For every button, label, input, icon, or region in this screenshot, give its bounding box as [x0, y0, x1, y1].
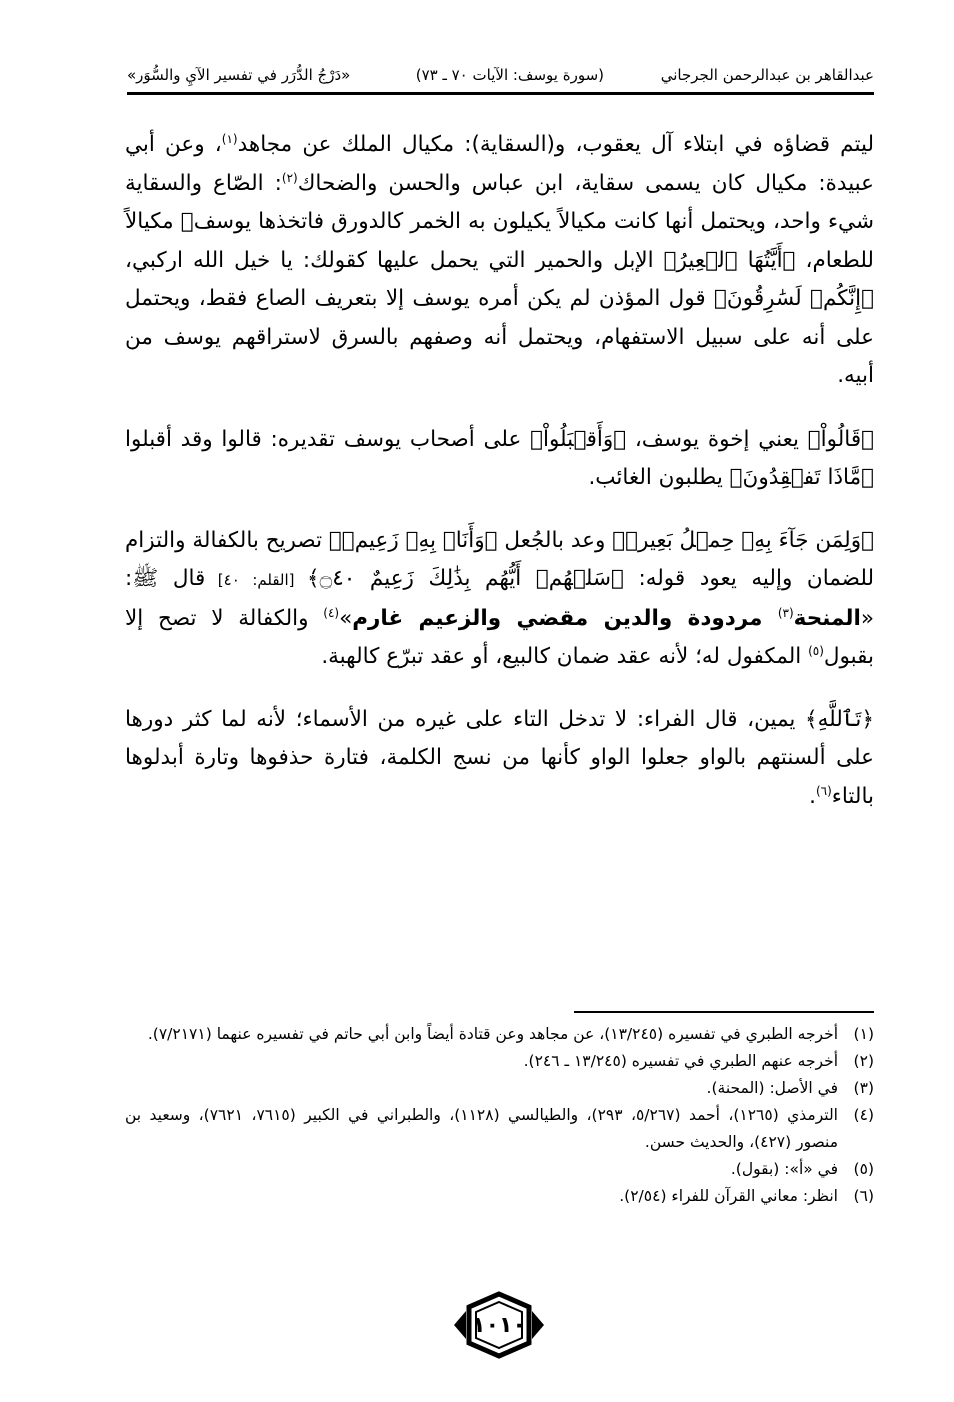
paragraph-2: ﴿قَالُواْ﴾ يعني إخوة يوسف، ﴿وَأَقۡبَلُواْ﴾ على أصحاب يوسف تقديره: قالوا وقد أقبلوا ﴿مَّاذَا تَفۡقِدُونَ﴾ يطلبون الغائب.: [125, 426, 874, 490]
footnotes: [125, 1021, 874, 1210]
main-text: [125, 126, 874, 840]
footnote-rule: [574, 1011, 874, 1013]
quran-quote: ﴿مَّاذَا تَفۡقِدُونَ﴾: [729, 465, 874, 490]
page-number: ١٠١٠: [472, 1312, 526, 1338]
quran-quote: ﴿وَأَقۡبَلُواْ﴾: [530, 426, 627, 452]
honorific: ﷺ: [180, 209, 194, 234]
header-section: (سورة يوسف: الآيات ٧٠ ـ ٧٣): [415, 66, 604, 84]
paragraph-1: ليتم قضاؤه في ابتلاء آل يعقوب، و(السقاية): مكيال الملك عن مجاهد$^{(١)}$، وعن أبي عبيدة: مكيال كان يسمى سقاية، ابن عباس والحسن والضحاك$^{(٢)}$: الصّاع والسقاية شيء واحد، ويحتمل أنها كانت مكيالاً يكيلون به الخمر كالدورق فاتخذها يوسفﷺ مكيالاً للطعام، ﴿أَيَّتُهَا ٱلۡعِيرُ﴾ الإبل والحمير التي يحمل عليها كقولك: يا خيل الله اركبي، ﴿إِنَّكُمۡ لَسَٰرِقُونَ﴾ قول المؤذن لم يكن أمره يوسف إلا بتعريف الصاع فقط، ويحتمل على أنه على سبيل الاستفهام، ويحتمل أنه وصفهم بالسرق لاستراقهم يوسف من أبيه.: [125, 131, 874, 388]
quran-quote: ﴿أَيَّتُهَا ٱلۡعِيرُ﴾: [663, 247, 796, 273]
footnote-ref-4: (٤): [323, 605, 340, 620]
footnote: (٣) في الأصل: (المحنة).: [706, 1079, 874, 1097]
quran-quote: ﴿تَٱللَّهِ﴾: [805, 706, 874, 732]
footnote: (٢) أخرجه عنهم الطبري في تفسيره (١٣/٢٤٥ ـ ٢٤٦).: [523, 1052, 874, 1070]
footnote: (٤) الترمذي (١٢٦٥)، أحمد (٥/٢٦٧، ٢٩٣)، والطيالسي (١١٢٨)، والطبراني في الكبير (٧٦١٥، ٧٦٢١)، وسعيد بن منصور (٤٢٧)، والحديث حسن.: [125, 1106, 874, 1151]
hadith-bold: مردودة والدين مقضي والزعيم غارم: [352, 605, 778, 631]
honorific: ﷺ: [132, 566, 159, 591]
header-author: عبدالقاهر بن عبدالرحمن الجرجاني: [660, 66, 874, 84]
footnote-ref-6: (٦): [815, 783, 832, 798]
hadith-bold: المنحة: [793, 605, 861, 631]
quran-quote: ﴿وَلِمَن جَآءَ بِهِۦ حِمۡلُ بَعِيرٖ﴾: [612, 527, 875, 553]
quran-quote: ﴿إِنَّكُمۡ لَسَٰرِقُونَ﴾: [714, 286, 874, 311]
paragraph-3: ﴿وَلِمَن جَآءَ بِهِۦ حِمۡلُ بَعِيرٖ﴾ وعد بالجُعل ﴿وَأَنَا۠ بِهِۦ زَعِيمٞ﴾ تصريح بالكفالة والتزام للضمان وإليه يعود قوله: ﴿سَلۡهُمۡ أَيُّهُم بِذَٰلِكَ زَعِيمٌ ۝٤٠﴾ [القلم: ٤٠] قال ﷺ: «المنحة$^{(٣)}$ مردودة والدين مقضي والزعيم غارم»$^{(٤)}$ والكفالة لا تصح إلا بقبول$^{(٥)}$ المكفول له؛ لأنه عقد ضمان كالبيع، أو عقد تبرّع كالهبة.: [125, 527, 875, 669]
footnote-ref-1: (١): [221, 131, 238, 146]
header-book-title: «دَرْجُ الدُّرَر في تفسير الآيِ والسُّوَر»: [127, 66, 351, 84]
header-rule: [127, 92, 874, 95]
quran-quote: ﴿سَلۡهُمۡ أَيُّهُم بِذَٰلِكَ زَعِيمٌ ۝٤٠﴾: [307, 566, 624, 591]
footnote: (٥) في «أ»: (بقول).: [730, 1160, 874, 1178]
footnote: (٦) انظر: معاني القرآن للفراء (٢/٥٤).: [619, 1187, 874, 1205]
quran-quote: ﴿قَالُواْ﴾: [807, 426, 874, 452]
paragraph-4: ﴿تَٱللَّهِ﴾ يمين، قال الفراء: لا تدخل التاء على غيره من الأسماء؛ لأنه لما كثر دورها على ألسنتهم بالواو جعلوا الواو كأنها من نسج الكلمة، فتارة حذفوها وتارة أبدلوها بالتاء$^{(٦)}$.: [125, 706, 874, 809]
quran-quote: ﴿وَأَنَا۠ بِهِۦ زَعِيمٞ﴾: [328, 527, 498, 553]
page-number-ornament: [452, 1291, 546, 1359]
footnote: (١) أخرجه الطبري في تفسيره (١٣/٢٤٥)، عن مجاهد وعن قتادة أيضاً وابن أبي حاتم في تفسيره عنهما (٧/٢١٧١).: [147, 1025, 874, 1043]
verse-reference: [القلم: ٤٠]: [205, 571, 308, 589]
footnote-ref-3: (٣): [777, 605, 794, 620]
footnote-ref-2: (٢): [281, 170, 298, 185]
footnote-ref-5: (٥): [808, 643, 824, 658]
running-header: [127, 62, 874, 90]
